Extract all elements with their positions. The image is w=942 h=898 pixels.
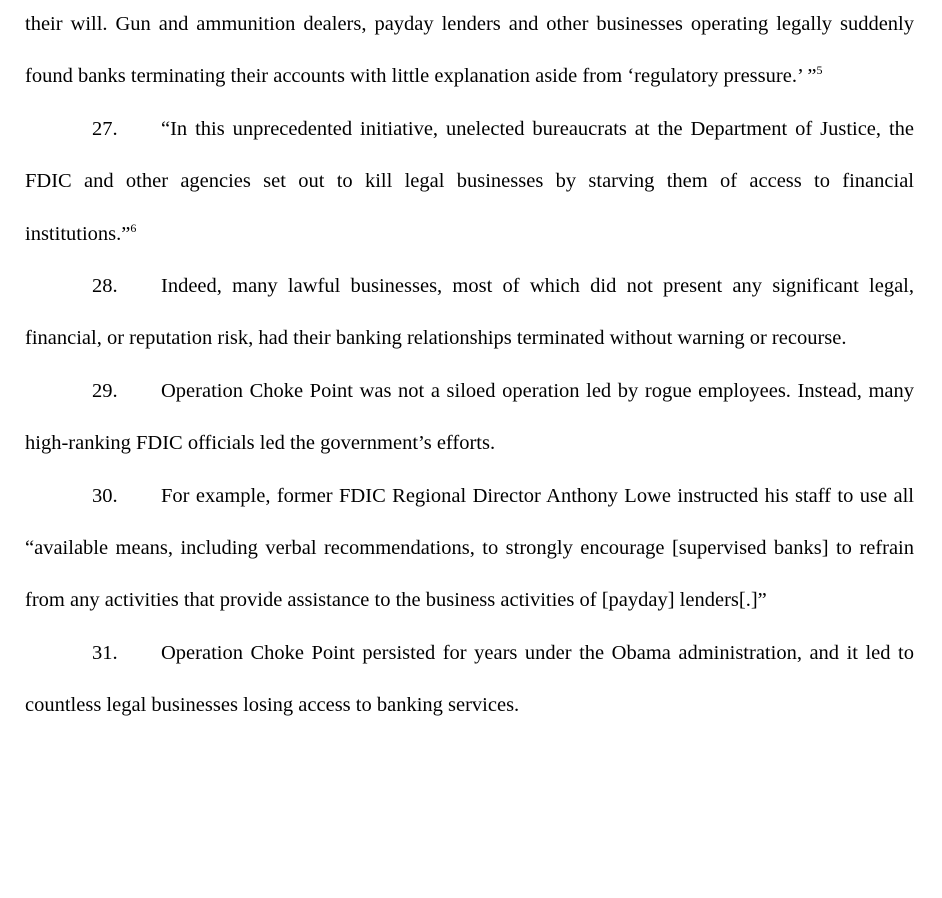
paragraph-number: 31. — [92, 641, 118, 664]
paragraph-31 — [25, 627, 914, 732]
paragraph-27 — [25, 103, 914, 260]
paragraph-text: “In this unprecedented initiative, unelected bureaucrats at the Department of Justice, the FDIC and other agencies set out to kill legal businesses by starving them of access to financial institutions.” — [25, 117, 914, 245]
document-page — [25, 0, 914, 732]
paragraph-text: their will. Gun and ammunition dealers, payday lenders and other businesses operating legally suddenly found banks terminating their accounts with little explanation aside from ‘regulatory pressure.’ ” — [25, 13, 914, 88]
paragraph-30 — [25, 470, 914, 627]
paragraph-text: For example, former FDIC Regional Director Anthony Lowe instructed his staff to use all “available means, including verbal recommendations, to strongly encourage [supervised banks] to refrain from any activities that provide assistance to the business activities of [payday] lenders[.]” — [25, 484, 914, 612]
paragraph-text: Indeed, many lawful businesses, most of which did not present any significant legal, financial, or reputation risk, had their banking relationships terminated without warning or recourse. — [25, 275, 914, 350]
footnote-marker[interactable]: 6 — [130, 220, 137, 235]
paragraph-text: Operation Choke Point persisted for years under the Obama administration, and it led to countless legal businesses losing access to banking services. — [25, 641, 914, 717]
footnote-marker[interactable]: 5 — [816, 63, 823, 78]
paragraph-continued — [25, 0, 914, 103]
paragraph-28 — [25, 260, 914, 365]
paragraph-number: 27. — [92, 117, 118, 140]
paragraph-29 — [25, 365, 914, 470]
paragraph-number: 30. — [92, 484, 118, 507]
paragraph-text: Operation Choke Point was not a siloed operation led by rogue employees. Instead, many high-ranking FDIC officials led the government’s efforts. — [25, 379, 914, 455]
paragraph-number: 29. — [92, 379, 118, 402]
paragraph-number: 28. — [92, 275, 118, 298]
